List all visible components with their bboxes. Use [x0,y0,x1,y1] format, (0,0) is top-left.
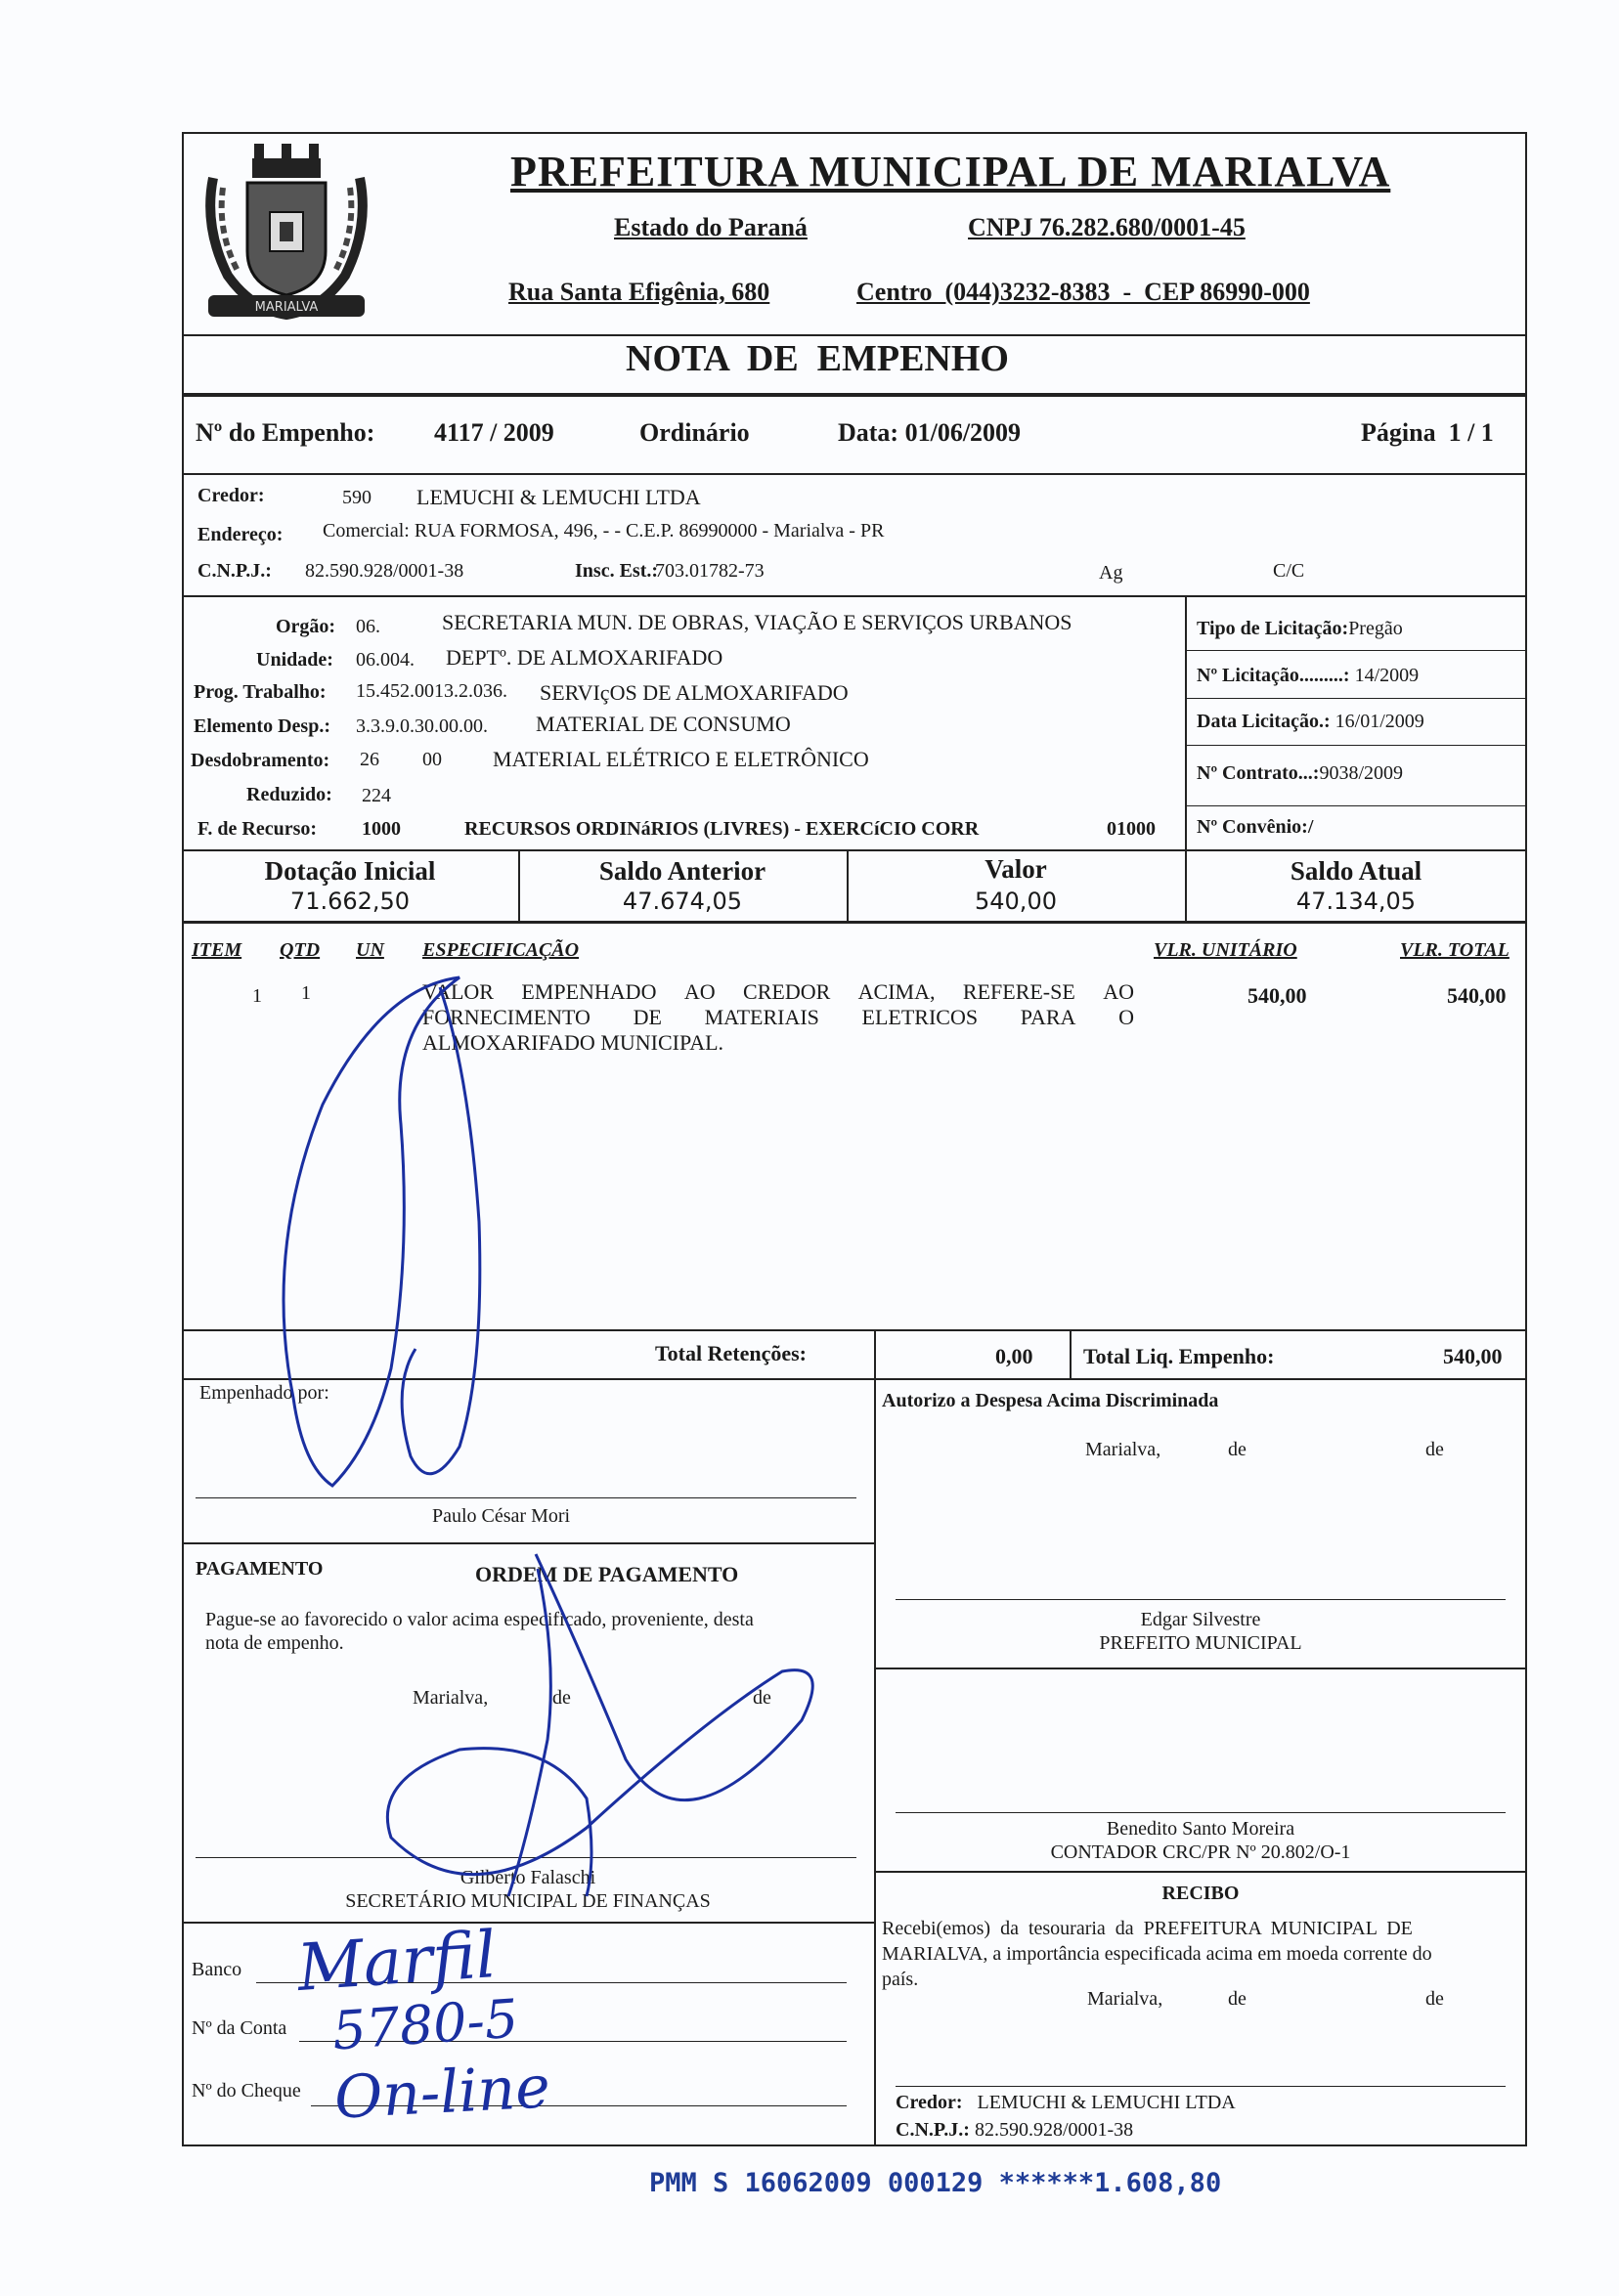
prog-trabalho-label: Prog. Trabalho: [194,681,327,703]
agency-label: Ag [1099,562,1123,584]
empenho-date: Data: 01/06/2009 [838,418,1022,447]
current-account-label: C/C [1273,560,1305,582]
saldo-atual-value: 47.134,05 [1295,888,1417,915]
contador-title: CONTADOR CRC/PR Nº 20.802/O-1 [1050,1841,1351,1863]
autorizo-de-1: de [1228,1439,1247,1460]
orgao-code: 06. [356,616,380,637]
municipality-title: PREFEITURA MUNICIPAL DE MARIALVA [510,148,1391,195]
saldo-anterior-value: 47.674,05 [622,888,743,915]
endereco-label: Endereço: [197,524,284,545]
elemento-code: 3.3.9.0.30.00.00. [356,715,488,737]
recurso-code: 1000 [362,818,401,840]
cheque-label: Nº do Cheque [192,2080,301,2101]
conta-label: Nº da Conta [192,2017,287,2039]
pagamento-text-2: nota de empenho. [205,1632,344,1654]
banco-handwritten: Marfil [294,1916,500,2007]
dotacao-label: Dotação Inicial [264,856,436,886]
item-total-value: 540,00 [1447,983,1507,1008]
unidade-name: DEPTº. DE ALMOXARIFADO [446,645,723,670]
item-spec-line-1: VALOR EMPENHADO AO CREDOR ACIMA, REFERE-SE AO [422,979,1134,1004]
reduzido-label: Reduzido: [246,784,332,805]
header-vlr-total: VLR. TOTAL [1400,939,1510,961]
document-title: NOTA DE EMPENHO [626,338,1009,379]
autorizo-de-2: de [1425,1439,1444,1460]
empenho-number-label: Nº do Empenho: [196,418,375,447]
header-vlr-unitario: VLR. UNITÁRIO [1154,939,1297,961]
empenho-number: 4117 / 2009 [434,418,554,447]
liquido-label: Total Liq. Empenho: [1083,1344,1275,1368]
header-especificacao: ESPECIFICAÇÃO [422,939,580,961]
unidade-code: 06.004. [356,649,415,671]
state-name: Estado do Paraná [614,213,808,241]
reduzido-value: 224 [362,785,391,806]
recibo-city: Marialva, [1087,1988,1163,2010]
page-number: Página 1 / 1 [1361,418,1494,447]
bank-authentication-stamp: PMM S 16062009 000129 ******1.608,80 [649,2168,1222,2198]
header-qtd: QTD [280,939,321,961]
desdobramento-sub: 00 [422,749,442,770]
item-spec-line-2: FORNECIMENTO DE MATERIAIS ELETRICOS PARA O [422,1005,1134,1029]
elemento-name: MATERIAL DE CONSUMO [536,712,791,736]
item-spec-line-3: ALMOXARIFADO MUNICIPAL. [422,1030,724,1055]
insc-est: 703.01782-73 [655,560,765,582]
municipal-coat-of-arms-icon [194,139,379,334]
item-unit-value: 540,00 [1247,983,1307,1008]
prefeito-title: PREFEITO MUNICIPAL [1099,1632,1302,1654]
empenho-type: Ordinário [639,418,750,447]
recibo-de-1: de [1228,1988,1247,2010]
conta-handwritten: 5780-5 [330,1987,520,2062]
credor-label: Credor: [197,485,265,506]
saldo-atual-label: Saldo Atual [1290,856,1422,886]
street-address: Rua Santa Efigênia, 680 [508,278,770,306]
pagamento-text-1: Pague-se ao favorecido o valor acima especificado, proveniente, desta [205,1609,754,1630]
secretario-title: SECRETÁRIO MUNICIPAL DE FINANÇAS [345,1890,711,1912]
prog-trabalho-name: SERVIçOS DE ALMOXARIFADO [540,680,849,705]
numero-contrato: Nº Contrato...:9038/2009 [1197,762,1404,784]
recurso-name: RECURSOS ORDINáRIOS (LIVRES) - EXERCíCIO CORR [464,818,980,840]
desdobramento-label: Desdobramento: [191,750,330,771]
banco-label: Banco [192,1959,242,1980]
autorizo-label: Autorizo a Despesa Acima Discriminada [882,1390,1219,1411]
municipality-cnpj: CNPJ 76.282.680/0001-45 [968,213,1246,241]
orgao-label: Orgão: [276,616,336,637]
credor-code: 590 [342,487,372,508]
data-licitacao: Data Licitação.: 16/01/2009 [1197,711,1424,732]
credor-name: LEMUCHI & LEMUCHI LTDA [416,485,701,509]
recibo-text-1: Recebi(emos) da tesouraria da PREFEITURA MUNICIPAL DE [882,1918,1413,1939]
elemento-label: Elemento Desp.: [194,715,330,737]
desdobramento-code: 26 [360,749,379,770]
desdobramento-name: MATERIAL ELÉTRICO E ELETRÔNICO [493,747,869,771]
prefeito-name: Edgar Silvestre [1140,1609,1261,1630]
recibo-de-2: de [1425,1988,1444,2010]
pagamento-de-2: de [753,1687,771,1709]
recurso-label: F. de Recurso: [197,818,318,840]
recibo-credor: Credor: LEMUCHI & LEMUCHI LTDA [896,2092,1236,2113]
retencoes-label: Total Retenções: [655,1341,807,1365]
prog-trabalho-code: 15.452.0013.2.036. [356,680,507,702]
dotacao-value: 71.662,50 [289,888,411,915]
orgao-name: SECRETARIA MUN. DE OBRAS, VIAÇÃO E SERVIÇOS URBANOS [442,610,1072,634]
header-item: ITEM [192,939,242,961]
liquido-value: 540,00 [1443,1344,1503,1368]
pagamento-city: Marialva, [413,1687,489,1709]
pagamento-de-1: de [552,1687,571,1709]
cheque-handwritten: On-line [332,2053,552,2133]
secretario-name: Gilberto Falaschi [459,1867,596,1888]
numero-licitacao: Nº Licitação.........: 14/2009 [1197,665,1420,686]
insc-est-label: Insc. Est.: [575,560,659,582]
item-number: 1 [252,985,262,1007]
recibo-cnpj: C.N.P.J.: 82.590.928/0001-38 [896,2119,1134,2141]
contador-name: Benedito Santo Moreira [1106,1818,1295,1840]
credor-address: Comercial: RUA FORMOSA, 496, - - C.E.P. 86990000 - Marialva - PR [323,520,885,542]
tipo-licitacao: Tipo de Licitação:Pregão [1197,618,1403,639]
credor-cnpj-label: C.N.P.J.: [197,560,272,582]
header-un: UN [356,939,384,961]
empenhado-label: Empenhado por: [199,1382,329,1404]
svg-text:MARIALVA: MARIALVA [254,300,319,315]
retencoes-value: 0,00 [995,1344,1033,1368]
recibo-text-3: país. [882,1969,919,1990]
address-details: Centro (044)3232-8383 - CEP 86990-000 [856,278,1310,306]
item-quantity: 1 [301,982,311,1004]
autorizo-city: Marialva, [1085,1439,1161,1460]
valor-label: Valor [985,854,1047,884]
saldo-anterior-label: Saldo Anterior [598,856,766,886]
recibo-label: RECIBO [1161,1883,1240,1904]
numero-convenio: Nº Convênio:/ [1197,816,1314,838]
ordem-pagamento-label: ORDEM DE PAGAMENTO [475,1562,739,1586]
credor-cnpj: 82.590.928/0001-38 [305,560,464,582]
recibo-text-2: MARIALVA, a importância especificada acima em moeda corrente do [882,1943,1432,1965]
pagamento-label: PAGAMENTO [196,1558,324,1580]
empenhado-name: Paulo César Mori [432,1505,571,1527]
valor-value: 540,00 [975,888,1057,915]
unidade-label: Unidade: [256,649,333,671]
recurso-number: 01000 [1107,818,1156,840]
